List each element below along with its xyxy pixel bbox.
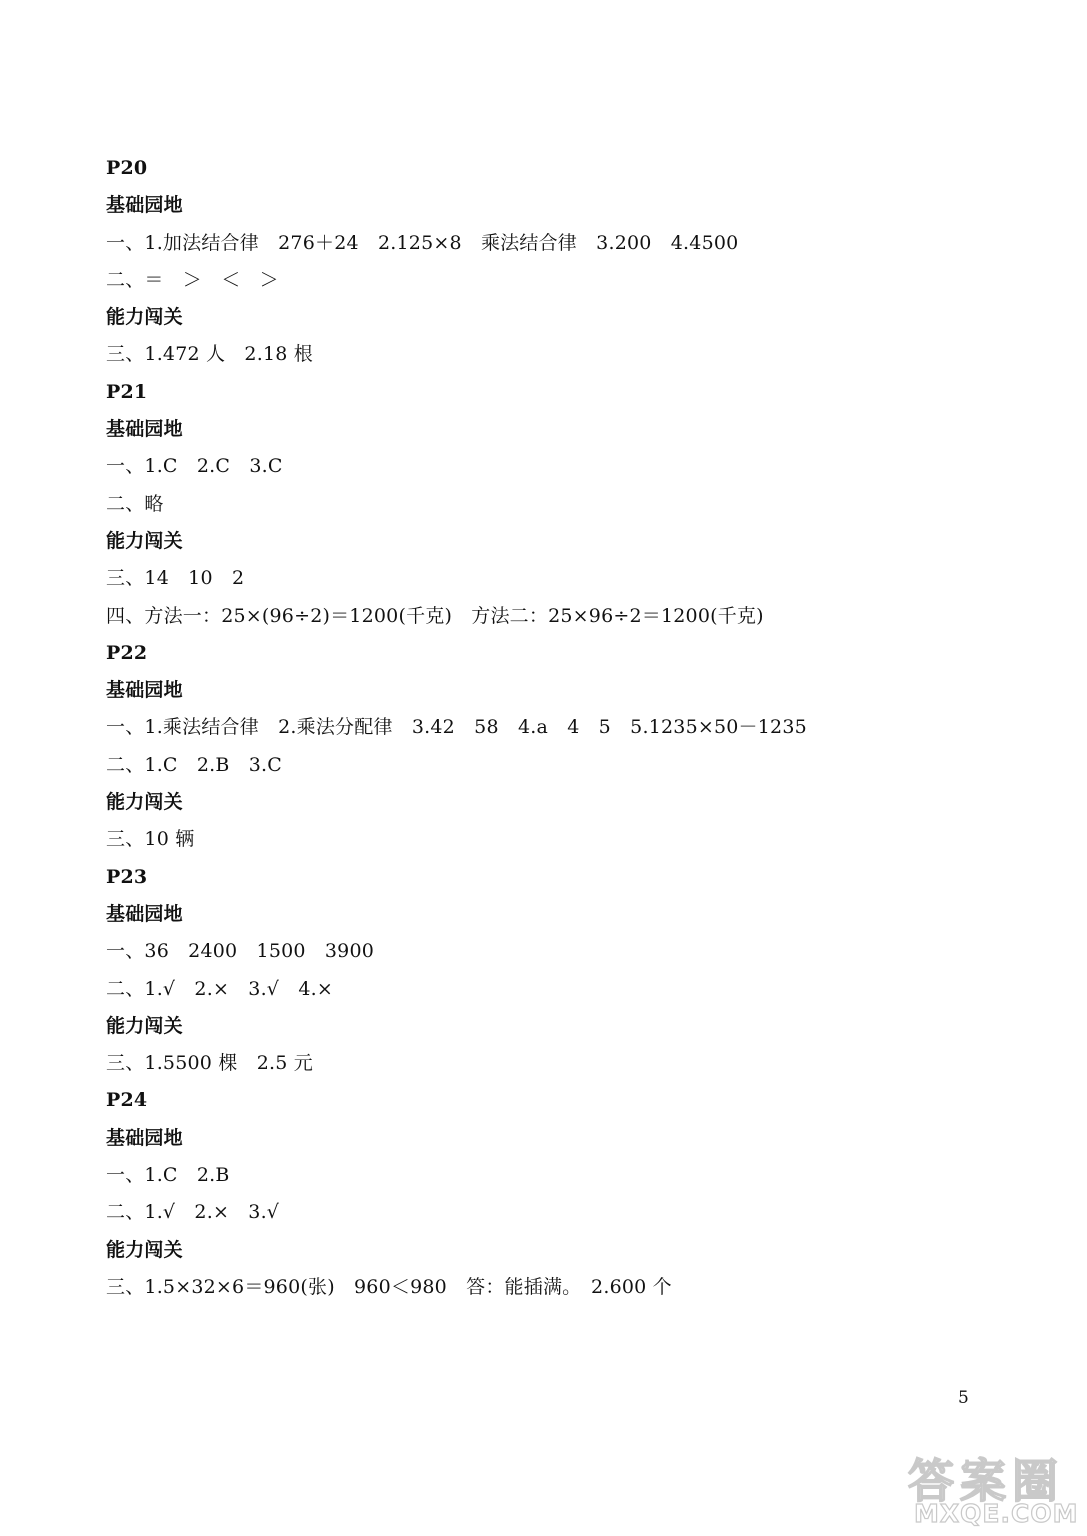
- section-heading-ability: 能力闯关: [106, 1014, 183, 1037]
- answer-line: 一、36 2400 1500 3900: [106, 940, 375, 963]
- answer-line: 二、1.√ 2.× 3.√: [106, 1201, 280, 1224]
- answer-line: 二、＝ ＞ ＜ ＞: [106, 268, 279, 291]
- answer-line: 一、1.乘法结合律 2.乘法分配律 3.42 58 4.a 4 5 5.1235×50－1235: [106, 716, 807, 739]
- page-label-p20: P20: [106, 157, 148, 179]
- answer-line: 三、10 辆: [106, 828, 195, 851]
- watermark-brand: 答案圈: [908, 1454, 1064, 1508]
- answer-line: 四、方法一：25×(96÷2)＝1200(千克) 方法二：25×96÷2＝1200(千克): [106, 604, 764, 627]
- answer-line: 一、1.C 2.B: [106, 1164, 230, 1187]
- section-heading-ability: 能力闯关: [106, 1238, 183, 1261]
- answer-line: 一、1.C 2.C 3.C: [106, 455, 283, 478]
- section-heading-ability: 能力闯关: [106, 791, 183, 814]
- section-heading-basics: 基础园地: [106, 418, 183, 441]
- page-label-p23: P23: [106, 865, 148, 888]
- answer-line: 一、1.加法结合律 276＋24 2.125×8 乘法结合律 3.200 4.4500: [106, 231, 739, 254]
- section-heading-basics: 基础园地: [106, 902, 183, 925]
- page-label-p21: P21: [106, 380, 148, 403]
- answer-line: 三、1.5×32×6＝960(张) 960＜980 答：能插满。 2.600 个: [106, 1275, 672, 1298]
- section-heading-ability: 能力闯关: [106, 306, 183, 329]
- watermark-url: MXQE.COM: [914, 1499, 1079, 1528]
- page-number: 5: [958, 1388, 969, 1408]
- section-heading-basics: 基础园地: [106, 679, 183, 702]
- watermark-logo: [900, 1445, 1080, 1530]
- answer-content: [106, 150, 1006, 1306]
- answer-line: 二、1.√ 2.× 3.√ 4.×: [106, 977, 333, 1000]
- section-heading-ability: 能力闯关: [106, 529, 183, 552]
- answer-line: 三、14 10 2: [106, 567, 245, 590]
- answer-line: 二、略: [106, 492, 164, 515]
- page-label-p24: P24: [106, 1089, 148, 1112]
- answer-line: 三、1.5500 棵 2.5 元: [106, 1052, 313, 1075]
- answer-line: 三、1.472 人 2.18 根: [106, 343, 313, 366]
- page-label-p22: P22: [106, 641, 148, 664]
- answer-line: 二、1.C 2.B 3.C: [106, 753, 283, 776]
- section-heading-basics: 基础园地: [106, 1126, 183, 1149]
- section-heading-basics: 基础园地: [106, 194, 183, 217]
